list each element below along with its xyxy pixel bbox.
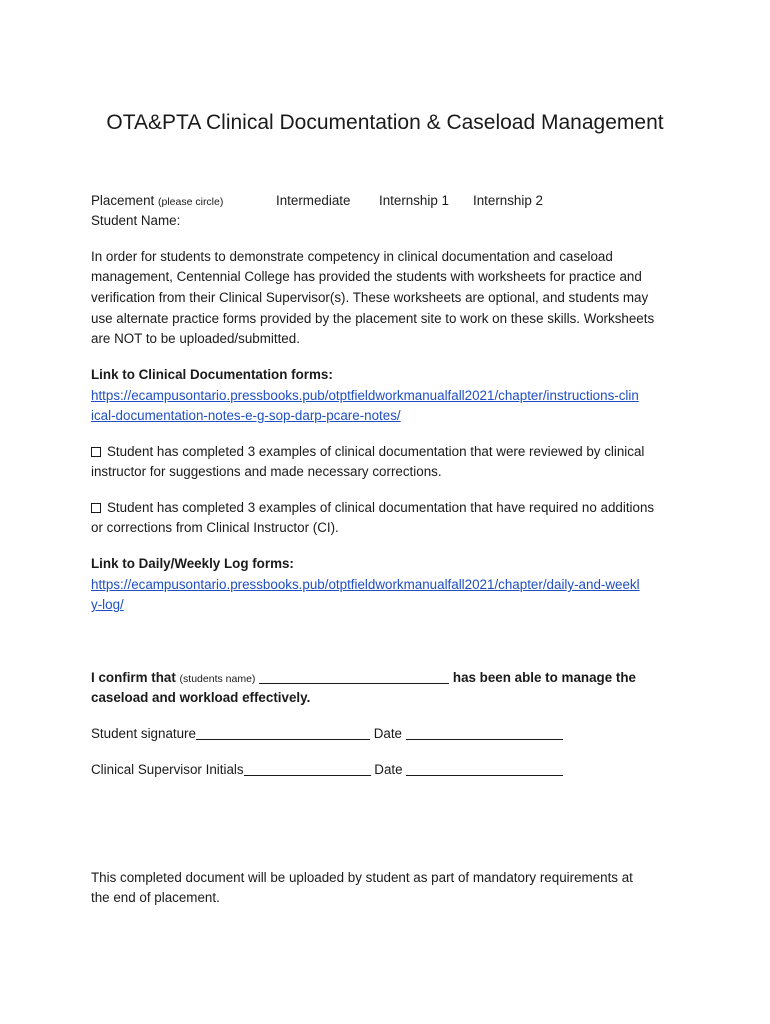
supervisor-initials-field[interactable] [244,762,371,776]
footer-note-line-2: the end of placement. [91,890,220,905]
clinical-doc-heading: Link to Clinical Documentation forms: [91,367,333,382]
intro-line-4: use alternate practice forms provided by the placement site to work on these skills. Worksheets [91,311,655,326]
clinical-doc-link-line-1[interactable]: https://ecampusontario.pressbooks.pub/otptfieldworkmanualfall2021/chapter/instructions-clin [91,388,639,403]
intro-line-1: In order for students to demonstrate competency in clinical documentation and caseload [91,249,613,264]
checkbox-item-no-corrections[interactable]: Student has completed 3 examples of clinical documentation that have required no additions [91,498,654,519]
confirm-statement: I confirm that (students name) has been able to manage the [91,670,636,685]
confirm-hint: (students name) [179,673,256,685]
supervisor-date-field[interactable] [406,762,563,776]
placement-hint: (please circle) [158,196,224,208]
placement-option-internship-1[interactable]: Internship 1 [379,193,449,208]
clinical-doc-link-line-2[interactable]: ical-documentation-notes-e-g-sop-darp-pcare-notes/ [91,408,401,423]
placement-option-internship-2[interactable]: Internship 2 [473,193,543,208]
placement-label: Placement (please circle) [91,193,224,208]
checkbox-item-no-corrections-line-2: or corrections from Clinical Instructor (CI). [91,520,339,535]
checkbox-item-reviewed[interactable]: Student has completed 3 examples of clinical documentation that were reviewed by clinical [91,442,644,463]
supervisor-initials-row: Clinical Supervisor Initials Date [91,760,563,781]
log-forms-link-line-2[interactable]: y-log/ [91,597,124,612]
student-date-field[interactable] [406,726,563,740]
intro-line-3: verification from their Clinical Supervisor(s). These worksheets are optional, and students may [91,290,649,305]
checkbox-icon[interactable] [91,503,101,513]
checkbox-item-reviewed-line-2: instructor for suggestions and made necessary corrections. [91,464,442,479]
student-name-label: Student Name: [91,213,181,228]
log-forms-heading: Link to Daily/Weekly Log forms: [91,556,294,571]
checkbox-icon[interactable] [91,447,101,457]
page-title: OTA&PTA Clinical Documentation & Caseload Management [106,111,664,134]
placement-option-intermediate[interactable]: Intermediate [276,193,351,208]
confirm-statement-line-2: caseload and workload effectively. [91,690,311,705]
intro-line-5: are NOT to be uploaded/submitted. [91,331,300,346]
footer-note-line-1: This completed document will be uploaded by student as part of mandatory requirements at [91,870,633,885]
student-name-blank[interactable] [259,670,449,684]
student-signature-field[interactable] [196,726,370,740]
student-signature-row: Student signature Date [91,724,563,745]
log-forms-link-line-1[interactable]: https://ecampusontario.pressbooks.pub/otptfieldworkmanualfall2021/chapter/daily-and-weekl [91,577,640,592]
intro-line-2: management, Centennial College has provided the students with worksheets for practice and [91,269,642,284]
